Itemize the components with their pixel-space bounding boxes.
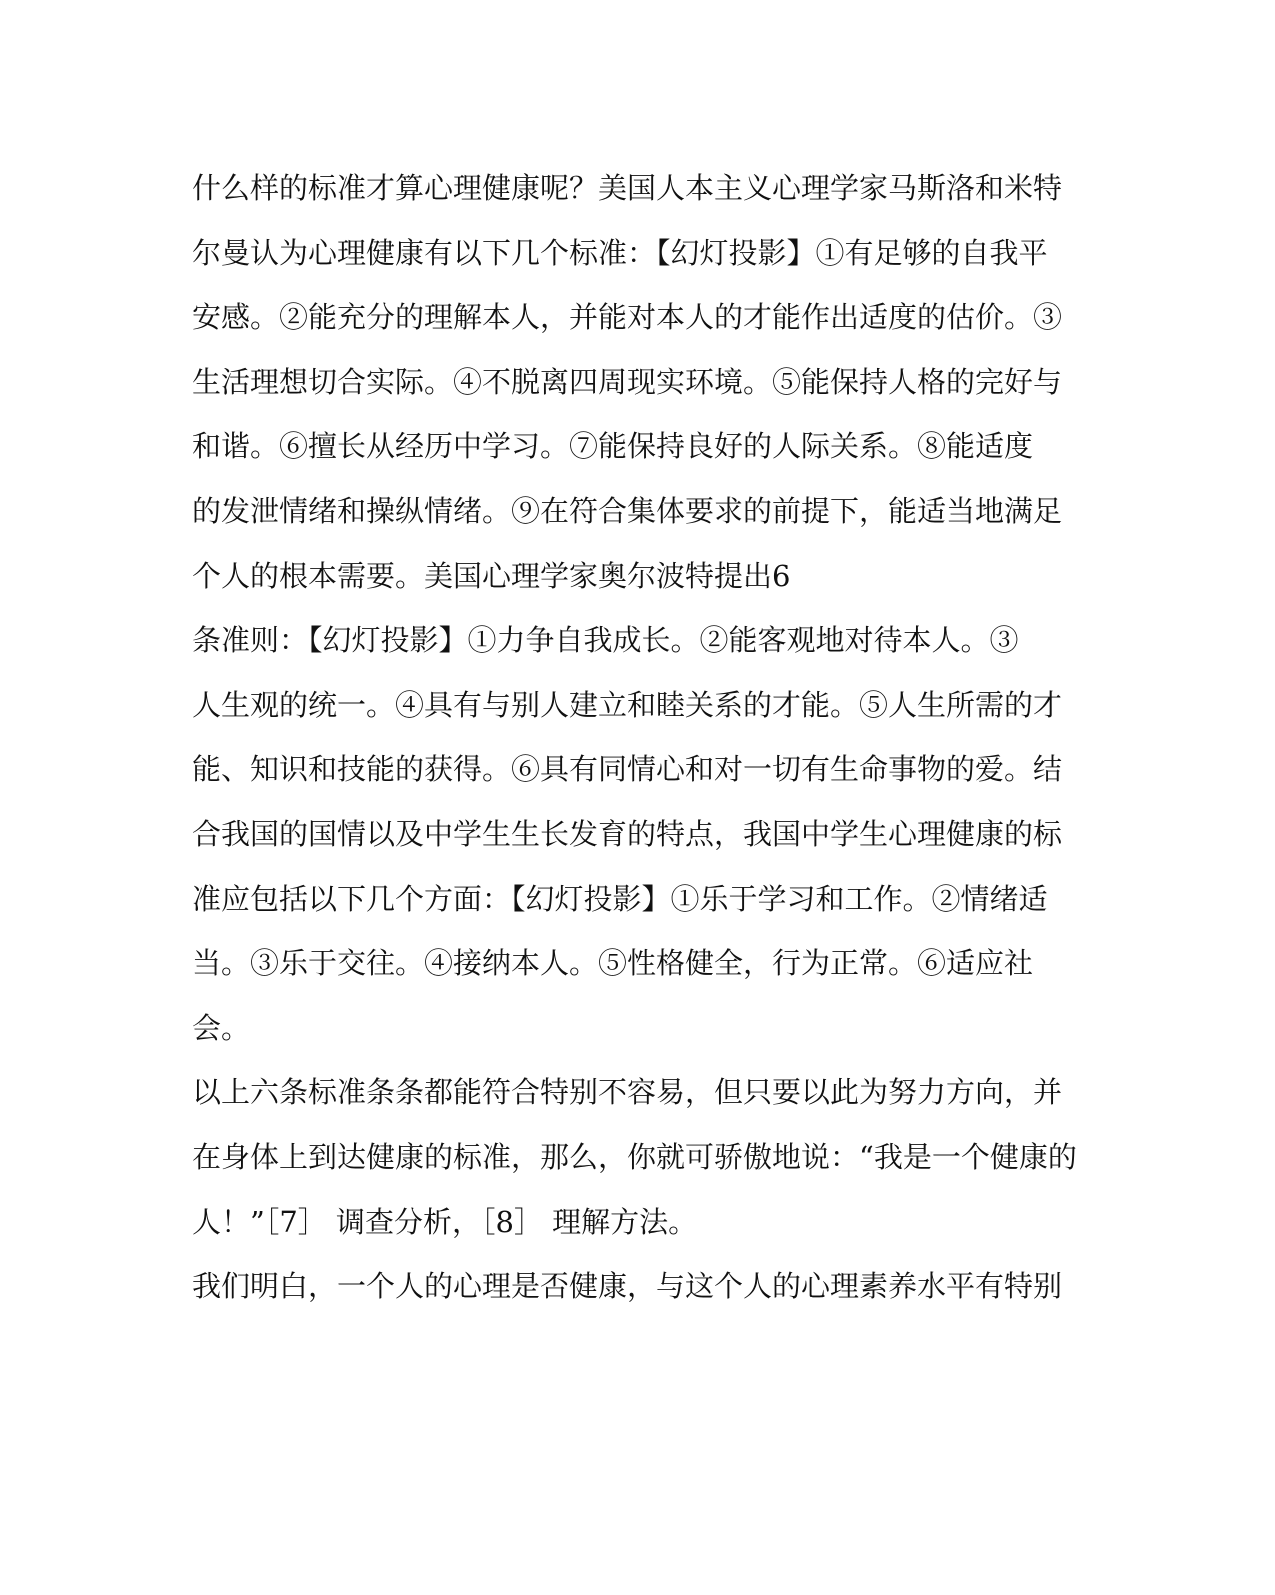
text-line: 在身体上到达健康的标准，那么，你就可骄傲地说：“我是一个健康的 (192, 1139, 1077, 1174)
text-line: 和谐。⑥擅长从经历中学习。⑦能保持良好的人际关系。⑧能适度 (192, 429, 1034, 464)
text-line: 尔曼认为心理健康有以下几个标准：【幻灯投影】①有足够的自我平 (192, 235, 1048, 270)
text-line: 什么样的标准才算心理健康呢？美国人本主义心理学家马斯洛和米特 (192, 171, 1063, 205)
text-line: 会。 (192, 1010, 251, 1045)
text-line: 以上六条标准条条都能符合特别不容易，但只要以此为努力方向，并 (192, 1075, 1063, 1110)
text-line: 生活理想切合实际。④不脱离四周现实环境。⑤能保持人格的完好与 (192, 364, 1063, 399)
text-line: 个人的根本需要。美国心理学家奥尔波特提出6 (192, 558, 791, 593)
body-text (192, 156, 1077, 1319)
text-line: 安感。②能充分的理解本人，并能对本人的才能作出适度的估价。③ (192, 300, 1063, 335)
text-line: 能、知识和技能的获得。⑥具有同情心和对一切有生命事物的爱。结 (192, 752, 1063, 787)
text-line: 当。③乐于交往。④接纳本人。⑤性格健全，行为正常。⑥适应社 (192, 946, 1034, 981)
text-line: 的发泄情绪和操纵情绪。⑨在符合集体要求的前提下，能适当地满足 (192, 493, 1063, 528)
text-line: 准应包括以下几个方面：【幻灯投影】①乐于学习和工作。②情绪适 (192, 881, 1048, 916)
text-line: 我们明白，一个人的心理是否健康，与这个人的心理素养水平有特别 (192, 1269, 1063, 1304)
text-line: 条准则：【幻灯投影】①力争自我成长。②能客观地对待本人。③ (192, 623, 1019, 658)
text-line: 人！”［7］ 调查分析，［8］ 理解方法。 (192, 1204, 698, 1239)
text-line: 合我国的国情以及中学生生长发育的特点，我国中学生心理健康的标 (192, 816, 1063, 851)
text-line: 人生观的统一。④具有与别人建立和睦关系的才能。⑤人生所需的才 (192, 687, 1063, 722)
